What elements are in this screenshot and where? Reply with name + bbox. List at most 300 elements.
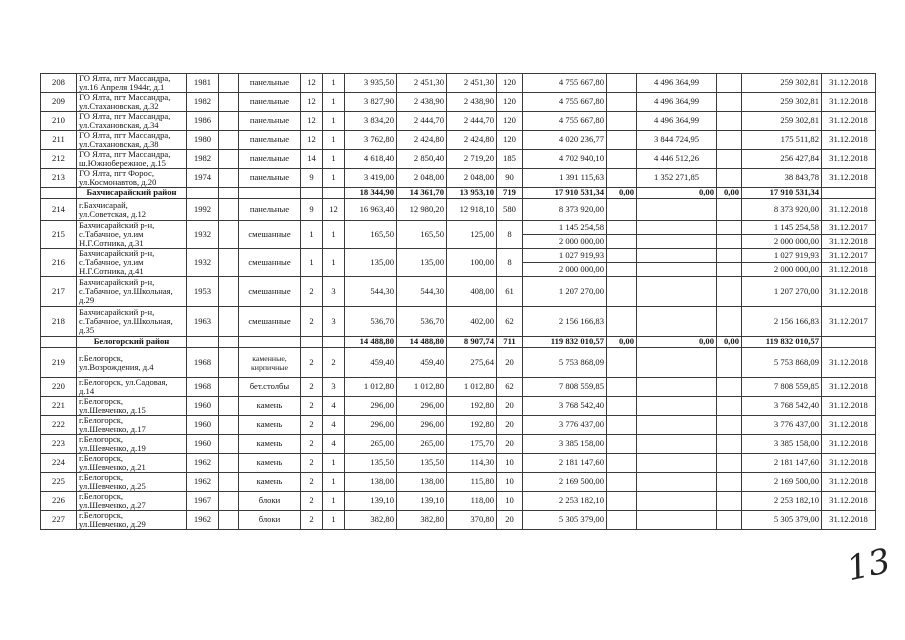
residents-count: 120: [497, 74, 523, 93]
deadline-date: 31.12.2018: [822, 74, 876, 93]
wall-material: каменные, кирпичные: [239, 348, 301, 378]
floors: 2: [301, 511, 323, 530]
fund-4: 8 373 920,00: [742, 199, 822, 221]
residents-count: 61: [497, 277, 523, 307]
fund-4: 3 385 158,00: [742, 435, 822, 454]
residential-area: 2 048,00: [447, 169, 497, 188]
address-line: ГО Ялта, пгт Массандра,: [79, 130, 171, 140]
build-year: 1932: [187, 249, 219, 277]
deadline-date: 31.12.2018: [822, 263, 876, 277]
residential-area: 192,80: [447, 416, 497, 435]
build-year: 1974: [187, 169, 219, 188]
row-number: 224: [41, 454, 77, 473]
empty-cell: [219, 93, 239, 112]
address-line: ГО Ялта, пгт Массандра,: [79, 149, 171, 159]
empty-cell: [219, 416, 239, 435]
address-cell: [77, 454, 187, 473]
total-cost: 17 910 531,34: [523, 188, 607, 199]
deadline-date: 31.12.2017: [822, 249, 876, 263]
residential-area: 402,00: [447, 307, 497, 337]
address-line: ул.Советская, д.12: [79, 208, 147, 219]
total-cost: 2 156 166,83: [523, 307, 607, 337]
residents-count: 120: [497, 112, 523, 131]
address-line: г.Бахчисарай,: [79, 199, 128, 210]
fund-2: 0,00: [637, 188, 717, 199]
empty-cell: [219, 249, 239, 277]
deadline-date: 31.12.2018: [822, 93, 876, 112]
living-area: 382,80: [397, 511, 447, 530]
wall-material: смешанные: [239, 277, 301, 307]
residents-count: 711: [497, 337, 523, 348]
address-cell: [77, 473, 187, 492]
fund-4: 7 808 559,85: [742, 378, 822, 397]
district-name: Белогорский район: [77, 337, 187, 348]
handwritten-page-number: 13: [843, 541, 894, 590]
fund-1: [607, 397, 637, 416]
residents-count: 20: [497, 348, 523, 378]
floors: 2: [301, 473, 323, 492]
fund-2: 4 446 512,26: [637, 150, 717, 169]
fund-3: [717, 473, 742, 492]
row-number: 220: [41, 378, 77, 397]
total-area: 1 012,80: [345, 378, 397, 397]
living-area: 2 424,80: [397, 131, 447, 150]
build-year: 1932: [187, 221, 219, 249]
total-cost: 2 169 500,00: [523, 473, 607, 492]
address-line: ул.Шевченко, д.19: [79, 443, 146, 453]
district-subtotal-row: [41, 188, 876, 199]
total-area: 536,70: [345, 307, 397, 337]
fund-4: 119 832 010,57: [742, 337, 822, 348]
fund-2: 4 496 364,99: [637, 74, 717, 93]
entrances: 1: [323, 249, 345, 277]
residents-count: 8: [497, 221, 523, 249]
fund-3: [717, 435, 742, 454]
empty-cell: [607, 235, 637, 249]
row-number: 222: [41, 416, 77, 435]
total-cost: 1 207 270,00: [523, 277, 607, 307]
total-cost: 5 305 379,00: [523, 511, 607, 530]
empty-cell: [301, 337, 323, 348]
fund-4: 3 768 542,40: [742, 397, 822, 416]
entrances: 4: [323, 397, 345, 416]
entrances: 1: [323, 112, 345, 131]
address-line: Бахчисарайский р-н,: [79, 307, 155, 317]
fund-3: [717, 378, 742, 397]
residential-area: 114,30: [447, 454, 497, 473]
fund-2: [637, 378, 717, 397]
total-area: 139,10: [345, 492, 397, 511]
address-line: ГО Ялта, пгт Массандра,: [79, 111, 171, 121]
building-row: [41, 378, 876, 397]
floors: 2: [301, 397, 323, 416]
fund-4: 5 305 379,00: [742, 511, 822, 530]
residents-count: 10: [497, 492, 523, 511]
entrances: 3: [323, 378, 345, 397]
entrances: 1: [323, 74, 345, 93]
building-row: [41, 348, 876, 378]
empty-cell: [717, 249, 742, 263]
fund-1: [607, 277, 637, 307]
fund-4: 2 000 000,00: [742, 235, 822, 249]
total-cost: 4 755 667,80: [523, 74, 607, 93]
build-year: 1982: [187, 93, 219, 112]
empty-cell: [219, 511, 239, 530]
residential-area: 100,00: [447, 249, 497, 277]
address-cell: [77, 249, 187, 277]
deadline-date: 31.12.2018: [822, 131, 876, 150]
build-year: 1968: [187, 348, 219, 378]
residents-count: 20: [497, 397, 523, 416]
living-area: 14 361,70: [397, 188, 447, 199]
address-line: ГО Ялта, пгт Массандра,: [79, 73, 171, 83]
deadline-date: 31.12.2018: [822, 511, 876, 530]
living-area: 296,00: [397, 397, 447, 416]
building-row: [41, 492, 876, 511]
living-area: 2 444,70: [397, 112, 447, 131]
total-cost: 2 253 182,10: [523, 492, 607, 511]
deadline-date: 31.12.2018: [822, 169, 876, 188]
address-line: ул.Шевченко, д.25: [79, 481, 146, 491]
residential-area: 2 451,30: [447, 74, 497, 93]
total-area: 14 488,80: [345, 337, 397, 348]
row-number: 215: [41, 221, 77, 249]
address-line: ул.Шевченко, д.21: [79, 462, 146, 472]
building-row: [41, 199, 876, 221]
deadline-date: 31.12.2018: [822, 435, 876, 454]
empty-cell: [219, 199, 239, 221]
total-area: 16 963,40: [345, 199, 397, 221]
address-line: ул.Шевченко, д.17: [79, 424, 146, 434]
fund-2: [637, 454, 717, 473]
total-cost: 3 776 437,00: [523, 416, 607, 435]
floors: 2: [301, 348, 323, 378]
deadline-date: 31.12.2018: [822, 454, 876, 473]
total-cost: 4 755 667,80: [523, 112, 607, 131]
deadline-date: 31.12.2017: [822, 221, 876, 235]
living-area: 459,40: [397, 348, 447, 378]
address-cell: [77, 511, 187, 530]
fund-2: [637, 435, 717, 454]
empty-cell: [219, 112, 239, 131]
fund-2: [637, 348, 717, 378]
living-area: 2 048,00: [397, 169, 447, 188]
wall-material: блоки: [239, 511, 301, 530]
building-row: [41, 93, 876, 112]
address-line: Бахчисарайский р-н,: [79, 220, 155, 230]
row-number: 211: [41, 131, 77, 150]
wall-material: смешанные: [239, 249, 301, 277]
residents-count: 10: [497, 454, 523, 473]
address-line: Н.Г.Сотника, д.41: [79, 266, 144, 276]
fund-2: [637, 511, 717, 530]
deadline-date: 31.12.2018: [822, 397, 876, 416]
wall-material: камень: [239, 473, 301, 492]
empty-cell: [219, 74, 239, 93]
empty-cell: [219, 131, 239, 150]
district-subtotal-row: [41, 337, 876, 348]
fund-1: [607, 131, 637, 150]
empty-cell: [637, 235, 717, 249]
row-number: 216: [41, 249, 77, 277]
building-row: [41, 249, 876, 263]
total-area: 265,00: [345, 435, 397, 454]
fund-1: [607, 473, 637, 492]
empty-cell: [219, 435, 239, 454]
address-cell: [77, 378, 187, 397]
row-number: 218: [41, 307, 77, 337]
wall-material: панельные: [239, 74, 301, 93]
empty-cell: [219, 492, 239, 511]
wall-material: панельные: [239, 93, 301, 112]
total-cost: 7 808 559,85: [523, 378, 607, 397]
fund-3: [717, 307, 742, 337]
address-cell: [77, 307, 187, 337]
building-row: [41, 150, 876, 169]
empty-cell: [239, 188, 301, 199]
building-row: [41, 221, 876, 235]
empty-cell: [219, 221, 239, 249]
entrances: 1: [323, 473, 345, 492]
total-area: 382,80: [345, 511, 397, 530]
address-line: г.Белогорск,: [79, 396, 124, 406]
address-line: г.Белогорск,: [79, 352, 124, 363]
empty-cell: [637, 221, 717, 235]
residential-area: 2 424,80: [447, 131, 497, 150]
fund-3: [717, 74, 742, 93]
row-number: 209: [41, 93, 77, 112]
entrances: 1: [323, 511, 345, 530]
fund-2: [637, 307, 717, 337]
address-cell: [77, 112, 187, 131]
deadline-date: 31.12.2018: [822, 492, 876, 511]
wall-material: камень: [239, 397, 301, 416]
fund-1: [607, 378, 637, 397]
total-area: 135,00: [345, 249, 397, 277]
total-cost: 4 020 236,77: [523, 131, 607, 150]
empty-cell: [239, 337, 301, 348]
address-line: с.Табачное, ул.им: [79, 229, 144, 239]
build-year: 1968: [187, 378, 219, 397]
floors: 9: [301, 199, 323, 221]
total-cost: 4 702 940,10: [523, 150, 607, 169]
fund-1: 0,00: [607, 188, 637, 199]
residential-area: 175,70: [447, 435, 497, 454]
build-year: 1962: [187, 454, 219, 473]
fund-1: [607, 112, 637, 131]
address-cell: [77, 131, 187, 150]
residential-area: 275,64: [447, 348, 497, 378]
wall-material: смешанные: [239, 221, 301, 249]
building-row: [41, 112, 876, 131]
address-line: ГО Ялта, пгт Форос,: [79, 168, 154, 178]
total-cost: 1 391 115,63: [523, 169, 607, 188]
building-row: [41, 277, 876, 307]
residents-count: 8: [497, 249, 523, 277]
residents-count: 580: [497, 199, 523, 221]
fund-3: [717, 199, 742, 221]
entrances: 3: [323, 307, 345, 337]
fund-4: 259 302,81: [742, 93, 822, 112]
fund-2: 1 352 271,85: [637, 169, 717, 188]
total-area: 296,00: [345, 397, 397, 416]
building-row: [41, 74, 876, 93]
living-area: 296,00: [397, 416, 447, 435]
address-line: ул.Шевченко, д.29: [79, 519, 146, 529]
floors: 2: [301, 416, 323, 435]
total-cost: 2 000 000,00: [523, 235, 607, 249]
fund-4: 175 511,82: [742, 131, 822, 150]
total-cost: 119 832 010,57: [523, 337, 607, 348]
entrances: 3: [323, 277, 345, 307]
fund-4: 3 776 437,00: [742, 416, 822, 435]
total-area: 459,40: [345, 348, 397, 378]
residential-area: 2 438,90: [447, 93, 497, 112]
deadline-date: 31.12.2017: [822, 307, 876, 337]
wall-material: бет.столбы: [239, 378, 301, 397]
fund-1: [607, 511, 637, 530]
address-line: д.14: [79, 386, 95, 396]
fund-2: 0,00: [637, 337, 717, 348]
residents-count: 120: [497, 93, 523, 112]
fund-2: [637, 492, 717, 511]
residential-area: 115,80: [447, 473, 497, 492]
fund-4: 38 843,78: [742, 169, 822, 188]
fund-3: [717, 93, 742, 112]
entrances: 1: [323, 131, 345, 150]
empty-cell: [219, 337, 239, 348]
residential-area: 192,80: [447, 397, 497, 416]
total-area: 135,50: [345, 454, 397, 473]
empty-cell: [301, 188, 323, 199]
empty-cell: [323, 337, 345, 348]
empty-cell: [637, 249, 717, 263]
fund-3: [717, 416, 742, 435]
row-number: 210: [41, 112, 77, 131]
entrances: 1: [323, 150, 345, 169]
entrances: 1: [323, 93, 345, 112]
entrances: 4: [323, 416, 345, 435]
fund-1: [607, 454, 637, 473]
building-row: [41, 131, 876, 150]
deadline-date: 31.12.2018: [822, 150, 876, 169]
residential-area: 125,00: [447, 221, 497, 249]
floors: 9: [301, 169, 323, 188]
deadline-date: 31.12.2018: [822, 348, 876, 378]
total-cost: 5 753 868,09: [523, 348, 607, 378]
total-area: 4 618,40: [345, 150, 397, 169]
fund-3: [717, 454, 742, 473]
entrances: 1: [323, 454, 345, 473]
address-line: Н.Г.Сотника, д.31: [79, 238, 144, 248]
residential-area: 12 918,10: [447, 199, 497, 221]
residential-area: 13 953,10: [447, 188, 497, 199]
total-area: 3 827,90: [345, 93, 397, 112]
build-year: 1967: [187, 492, 219, 511]
address-line: с.Табачное, ул.им: [79, 257, 144, 267]
build-year: 1960: [187, 435, 219, 454]
address-cell: [77, 348, 187, 378]
deadline-date: 31.12.2018: [822, 378, 876, 397]
entrances: 1: [323, 169, 345, 188]
fund-1: [607, 492, 637, 511]
address-line: с.Табачное, ул.Школьная,: [79, 316, 173, 326]
address-line: г.Белогорск,: [79, 453, 124, 463]
empty-cell: [219, 378, 239, 397]
residential-area: 2 444,70: [447, 112, 497, 131]
build-year: 1986: [187, 112, 219, 131]
empty-cell: [219, 397, 239, 416]
fund-4: 2 253 182,10: [742, 492, 822, 511]
fund-2: [637, 416, 717, 435]
total-area: 3 834,20: [345, 112, 397, 131]
fund-3: [717, 492, 742, 511]
address-line: ул.Стахановская, д.32: [79, 101, 159, 111]
empty-cell: [41, 337, 77, 348]
fund-3: 0,00: [717, 337, 742, 348]
floors: 12: [301, 93, 323, 112]
address-line: ул.Шевченко, д.27: [79, 500, 146, 510]
empty-cell: [822, 337, 876, 348]
residents-count: 20: [497, 511, 523, 530]
address-line: ул.16 Апреля 1944г, д.1: [79, 82, 165, 92]
living-area: 536,70: [397, 307, 447, 337]
empty-cell: [219, 307, 239, 337]
total-area: 138,00: [345, 473, 397, 492]
deadline-date: 31.12.2018: [822, 277, 876, 307]
fund-3: [717, 277, 742, 307]
row-number: 213: [41, 169, 77, 188]
address-cell: [77, 199, 187, 221]
fund-3: 0,00: [717, 188, 742, 199]
total-cost: 2 181 147,60: [523, 454, 607, 473]
residential-area: 370,80: [447, 511, 497, 530]
living-area: 2 850,40: [397, 150, 447, 169]
address-line: ул.Стахановская, д.34: [79, 120, 159, 130]
fund-2: [637, 397, 717, 416]
empty-cell: [187, 337, 219, 348]
build-year: 1962: [187, 511, 219, 530]
total-cost: 3 385 158,00: [523, 435, 607, 454]
total-area: 3 419,00: [345, 169, 397, 188]
fund-4: 259 302,81: [742, 112, 822, 131]
row-number: 227: [41, 511, 77, 530]
empty-cell: [219, 150, 239, 169]
fund-4: 17 910 531,34: [742, 188, 822, 199]
address-line: д.35: [79, 325, 95, 335]
building-row: [41, 169, 876, 188]
residents-count: 20: [497, 416, 523, 435]
living-area: 138,00: [397, 473, 447, 492]
address-cell: [77, 435, 187, 454]
empty-cell: [717, 263, 742, 277]
fund-1: [607, 169, 637, 188]
build-year: 1960: [187, 397, 219, 416]
build-year: 1982: [187, 150, 219, 169]
address-line: г.Белогорск,: [79, 510, 124, 520]
row-number: 223: [41, 435, 77, 454]
total-area: 3 935,50: [345, 74, 397, 93]
floors: 2: [301, 435, 323, 454]
residential-area: 8 907,74: [447, 337, 497, 348]
fund-1: [607, 150, 637, 169]
floors: 2: [301, 492, 323, 511]
empty-cell: [219, 348, 239, 378]
building-row: [41, 454, 876, 473]
entrances: 2: [323, 348, 345, 378]
building-row: [41, 416, 876, 435]
deadline-date: 31.12.2018: [822, 199, 876, 221]
